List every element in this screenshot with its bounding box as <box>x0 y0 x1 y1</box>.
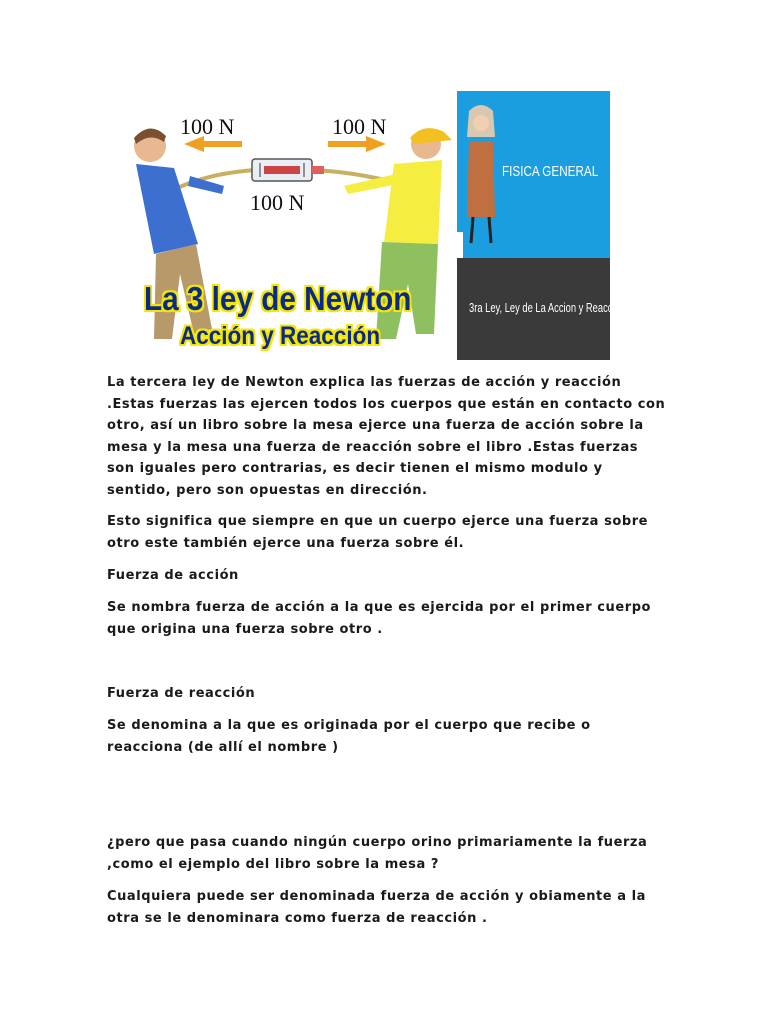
paragraph-intro: La tercera ley de Newton explica las fuerzas de acción y reacción .Estas fuerzas las ejercen todos los cuerpos que están en contacto con otro, así un libro sobre la mesa ejerce una fuerza de acción sobre la mesa y la mesa una fuerza de reacción sobre el libro .Estas fuerzas son iguales pero contrarias, es decir tienen el mismo modulo y sentido, pero son opuestas en dirección. <box>107 375 666 498</box>
newton-third-law-illustration <box>124 94 452 360</box>
paragraph-meaning: Esto significa que siempre en que un cuerpo ejerce una fuerza sobre otro este también ejerce una fuerza sobre él. <box>107 514 649 551</box>
tug-of-war-drawing <box>124 94 452 360</box>
fisica-general-thumbnail <box>457 91 625 360</box>
figure-subtitle: Acción y Reacción <box>180 322 381 350</box>
force-label-right: 100 N <box>332 114 387 139</box>
thumbnail-topic-label: 3ra Ley, Ley de La Accion y Reaccion <box>469 300 625 315</box>
thumbnail-accent-bar <box>457 232 463 258</box>
paragraph-action-force: Se nombra fuerza de acción a la que es ejercida por el primer cuerpo que origina una fuerza sobre otro . <box>107 600 652 637</box>
newton-portrait-icon <box>461 97 501 247</box>
thumbnail-course-label: FISICA GENERAL <box>502 163 599 180</box>
force-label-center: 100 N <box>250 190 305 215</box>
paragraph-question: ¿pero que pasa cuando ningún cuerpo orino primariamente la fuerza ,como el ejemplo del libro sobre la mesa ? <box>107 835 648 872</box>
force-label-left: 100 N <box>180 114 235 139</box>
heading-action-force: Fuerza de acción <box>107 568 239 583</box>
figure-title: La 3 ley de Newton <box>144 280 412 317</box>
paragraph-answer: Cualquiera puede ser denominada fuerza de acción y obiamente a la otra se le denominara como fuerza de reacción . <box>107 889 646 926</box>
heading-reaction-force: Fuerza de reacción <box>107 686 256 701</box>
paragraph-reaction-force: Se denomina a la que es originada por el cuerpo que recibe o reacciona (de allí el nombre ) <box>107 718 591 755</box>
